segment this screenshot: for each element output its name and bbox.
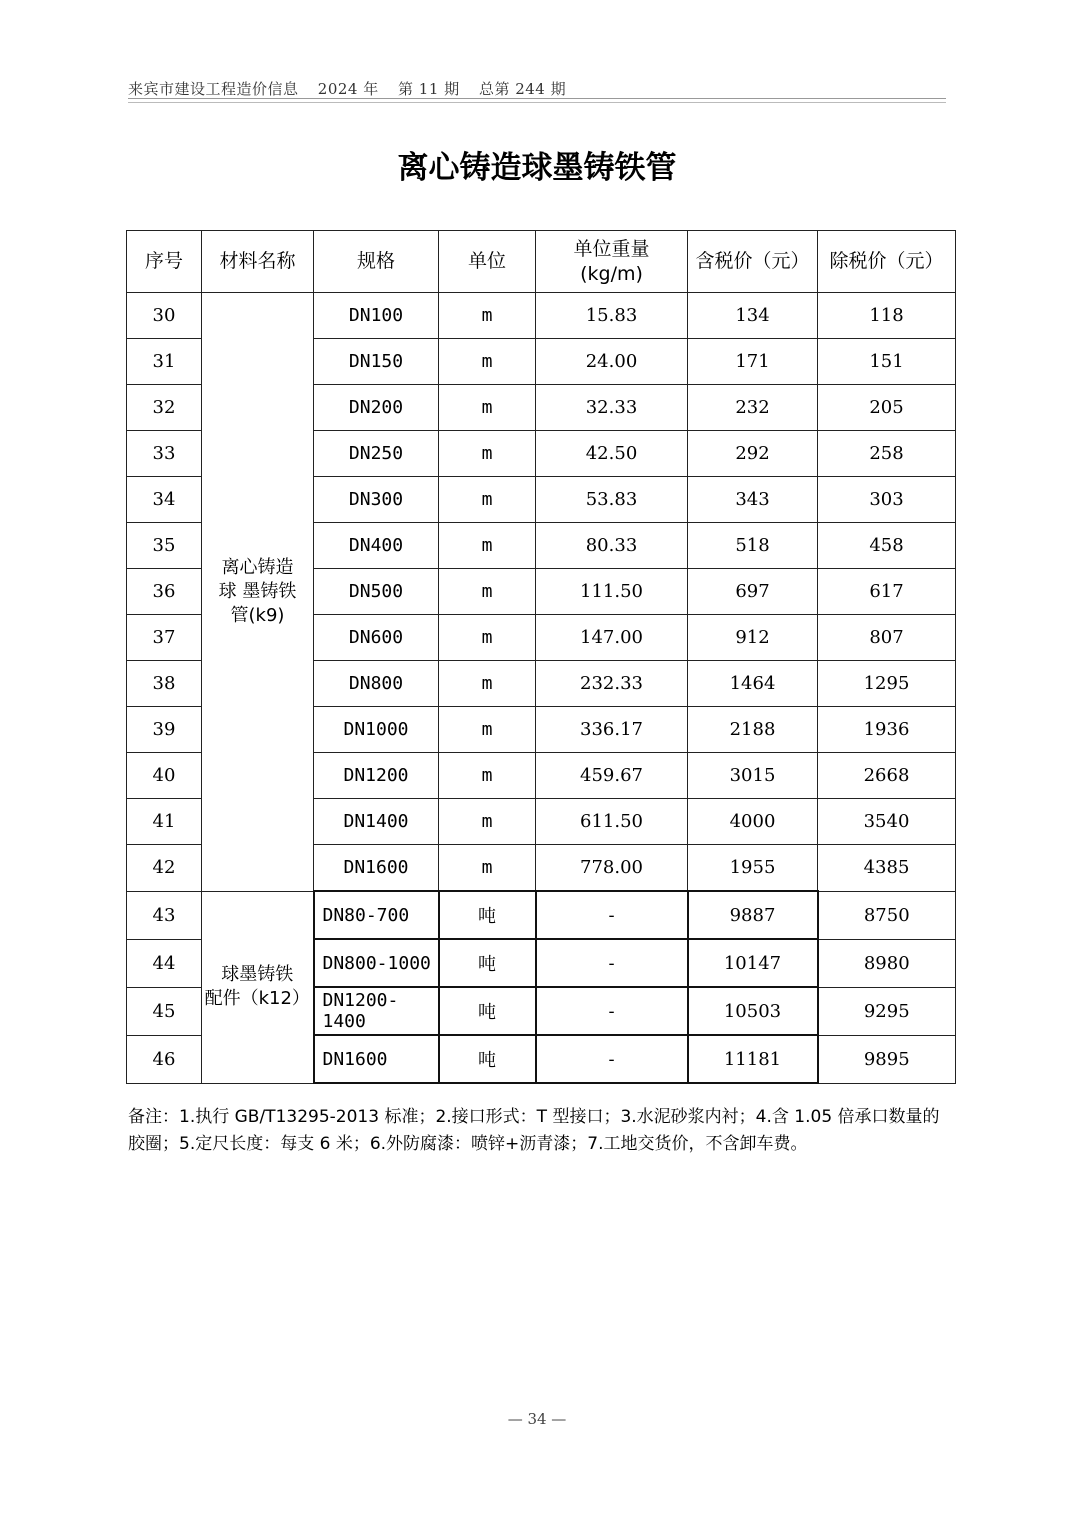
unit-cell: m: [439, 431, 536, 477]
notax-price-cell: 258: [818, 431, 956, 477]
header-issue: 第 11 期: [398, 80, 460, 98]
weight-cell: 53.83: [536, 477, 688, 523]
page-header: [128, 78, 580, 99]
tax-price-cell: 9887: [688, 891, 818, 939]
weight-cell: 32.33: [536, 385, 688, 431]
spec-cell: DN600: [314, 615, 439, 661]
tax-price-cell: 2188: [688, 707, 818, 753]
tax-price-cell: 134: [688, 293, 818, 339]
notax-price-cell: 2668: [818, 753, 956, 799]
column-header: 序号: [127, 231, 202, 293]
notax-price-cell: 617: [818, 569, 956, 615]
table-row: [127, 293, 956, 339]
notax-price-cell: 9895: [818, 1035, 956, 1083]
row-number-cell: 37: [127, 615, 202, 661]
weight-cell: -: [536, 939, 688, 987]
row-number-cell: 38: [127, 661, 202, 707]
spec-cell: DN1200-1400: [314, 987, 439, 1035]
row-number-cell: 33: [127, 431, 202, 477]
notax-price-cell: 1936: [818, 707, 956, 753]
notax-price-cell: 205: [818, 385, 956, 431]
spec-cell: DN100: [314, 293, 439, 339]
spec-cell: DN200: [314, 385, 439, 431]
weight-cell: 459.67: [536, 753, 688, 799]
tax-price-cell: 171: [688, 339, 818, 385]
notax-price-cell: 118: [818, 293, 956, 339]
spec-cell: DN1000: [314, 707, 439, 753]
row-number-cell: 42: [127, 845, 202, 892]
unit-cell: m: [439, 523, 536, 569]
unit-cell: m: [439, 385, 536, 431]
unit-cell: m: [439, 339, 536, 385]
table-header-row: [127, 231, 956, 293]
weight-cell: 232.33: [536, 661, 688, 707]
price-table: [126, 230, 956, 1084]
header-divider-secondary: [128, 102, 946, 103]
spec-cell: DN400: [314, 523, 439, 569]
tax-price-cell: 343: [688, 477, 818, 523]
row-number-cell: 30: [127, 293, 202, 339]
row-number-cell: 34: [127, 477, 202, 523]
spec-cell: DN1600: [314, 1035, 439, 1083]
unit-cell: m: [439, 293, 536, 339]
tax-price-cell: 10147: [688, 939, 818, 987]
tax-price-cell: 10503: [688, 987, 818, 1035]
row-number-cell: 36: [127, 569, 202, 615]
spec-cell: DN800: [314, 661, 439, 707]
weight-cell: 336.17: [536, 707, 688, 753]
row-number-cell: 35: [127, 523, 202, 569]
remarks-note: 备注：1.执行 GB/T13295-2013 标准；2.接口形式：T 型接口；3.水泥砂浆内衬；4.含 1.05 倍承口数量的胶圈；5.定尺长度：每支 6 米；6.外防腐漆：喷锌+沥青漆；7.工地交货价，不含卸车费。: [128, 1107, 940, 1154]
tax-price-cell: 4000: [688, 799, 818, 845]
column-header: 材料名称: [202, 231, 314, 293]
weight-cell: 611.50: [536, 799, 688, 845]
weight-cell: -: [536, 891, 688, 939]
tax-price-cell: 292: [688, 431, 818, 477]
weight-cell: -: [536, 987, 688, 1035]
tax-price-cell: 1955: [688, 845, 818, 892]
column-header: 单位重量 (kg/m): [536, 231, 688, 293]
unit-cell: 吨: [439, 939, 536, 987]
page-number: — 34 —: [507, 1410, 567, 1428]
spec-cell: DN1200: [314, 753, 439, 799]
tax-price-cell: 3015: [688, 753, 818, 799]
row-number-cell: 44: [127, 939, 202, 987]
spec-cell: DN250: [314, 431, 439, 477]
material-name-cell: 离心铸造 球 墨铸铁 管(k9): [202, 293, 314, 892]
material-name-cell: 球墨铸铁 配件（k12）: [202, 891, 314, 1083]
spec-cell: DN150: [314, 339, 439, 385]
unit-cell: m: [439, 569, 536, 615]
notax-price-cell: 151: [818, 339, 956, 385]
row-number-cell: 31: [127, 339, 202, 385]
tax-price-cell: 1464: [688, 661, 818, 707]
tax-price-cell: 11181: [688, 1035, 818, 1083]
header-total-issue: 总第 244 期: [478, 80, 567, 98]
unit-cell: m: [439, 707, 536, 753]
column-header: 除税价（元）: [818, 231, 956, 293]
column-header: 含税价（元）: [688, 231, 818, 293]
spec-cell: DN300: [314, 477, 439, 523]
tax-price-cell: 232: [688, 385, 818, 431]
notax-price-cell: 8980: [818, 939, 956, 987]
notax-price-cell: 8750: [818, 891, 956, 939]
notax-price-cell: 1295: [818, 661, 956, 707]
spec-cell: DN1400: [314, 799, 439, 845]
weight-cell: 15.83: [536, 293, 688, 339]
tax-price-cell: 912: [688, 615, 818, 661]
page-title: 离心铸造球墨铸铁管: [397, 150, 677, 186]
weight-cell: 111.50: [536, 569, 688, 615]
row-number-cell: 39: [127, 707, 202, 753]
column-header: 规格: [314, 231, 439, 293]
spec-cell: DN800-1000: [314, 939, 439, 987]
notax-price-cell: 9295: [818, 987, 956, 1035]
tax-price-cell: 697: [688, 569, 818, 615]
unit-cell: 吨: [439, 987, 536, 1035]
weight-cell: 42.50: [536, 431, 688, 477]
spec-cell: DN80-700: [314, 891, 439, 939]
notax-price-cell: 458: [818, 523, 956, 569]
weight-cell: 778.00: [536, 845, 688, 892]
row-number-cell: 43: [127, 891, 202, 939]
table-body: [127, 293, 956, 1084]
weight-cell: 24.00: [536, 339, 688, 385]
spec-cell: DN1600: [314, 845, 439, 892]
row-number-cell: 46: [127, 1035, 202, 1083]
table-row: [127, 891, 956, 939]
unit-cell: m: [439, 799, 536, 845]
unit-cell: m: [439, 615, 536, 661]
row-number-cell: 40: [127, 753, 202, 799]
unit-cell: 吨: [439, 1035, 536, 1083]
notax-price-cell: 303: [818, 477, 956, 523]
weight-cell: 147.00: [536, 615, 688, 661]
column-header: 单位: [439, 231, 536, 293]
row-number-cell: 45: [127, 987, 202, 1035]
unit-cell: 吨: [439, 891, 536, 939]
header-divider: [128, 98, 946, 99]
notax-price-cell: 3540: [818, 799, 956, 845]
weight-cell: -: [536, 1035, 688, 1083]
tax-price-cell: 518: [688, 523, 818, 569]
unit-cell: m: [439, 753, 536, 799]
header-year: 2024 年: [317, 80, 379, 98]
unit-cell: m: [439, 845, 536, 892]
notax-price-cell: 4385: [818, 845, 956, 892]
row-number-cell: 41: [127, 799, 202, 845]
unit-cell: m: [439, 477, 536, 523]
publication-name: 来宾市建设工程造价信息: [128, 80, 299, 98]
notax-price-cell: 807: [818, 615, 956, 661]
unit-cell: m: [439, 661, 536, 707]
weight-cell: 80.33: [536, 523, 688, 569]
row-number-cell: 32: [127, 385, 202, 431]
spec-cell: DN500: [314, 569, 439, 615]
